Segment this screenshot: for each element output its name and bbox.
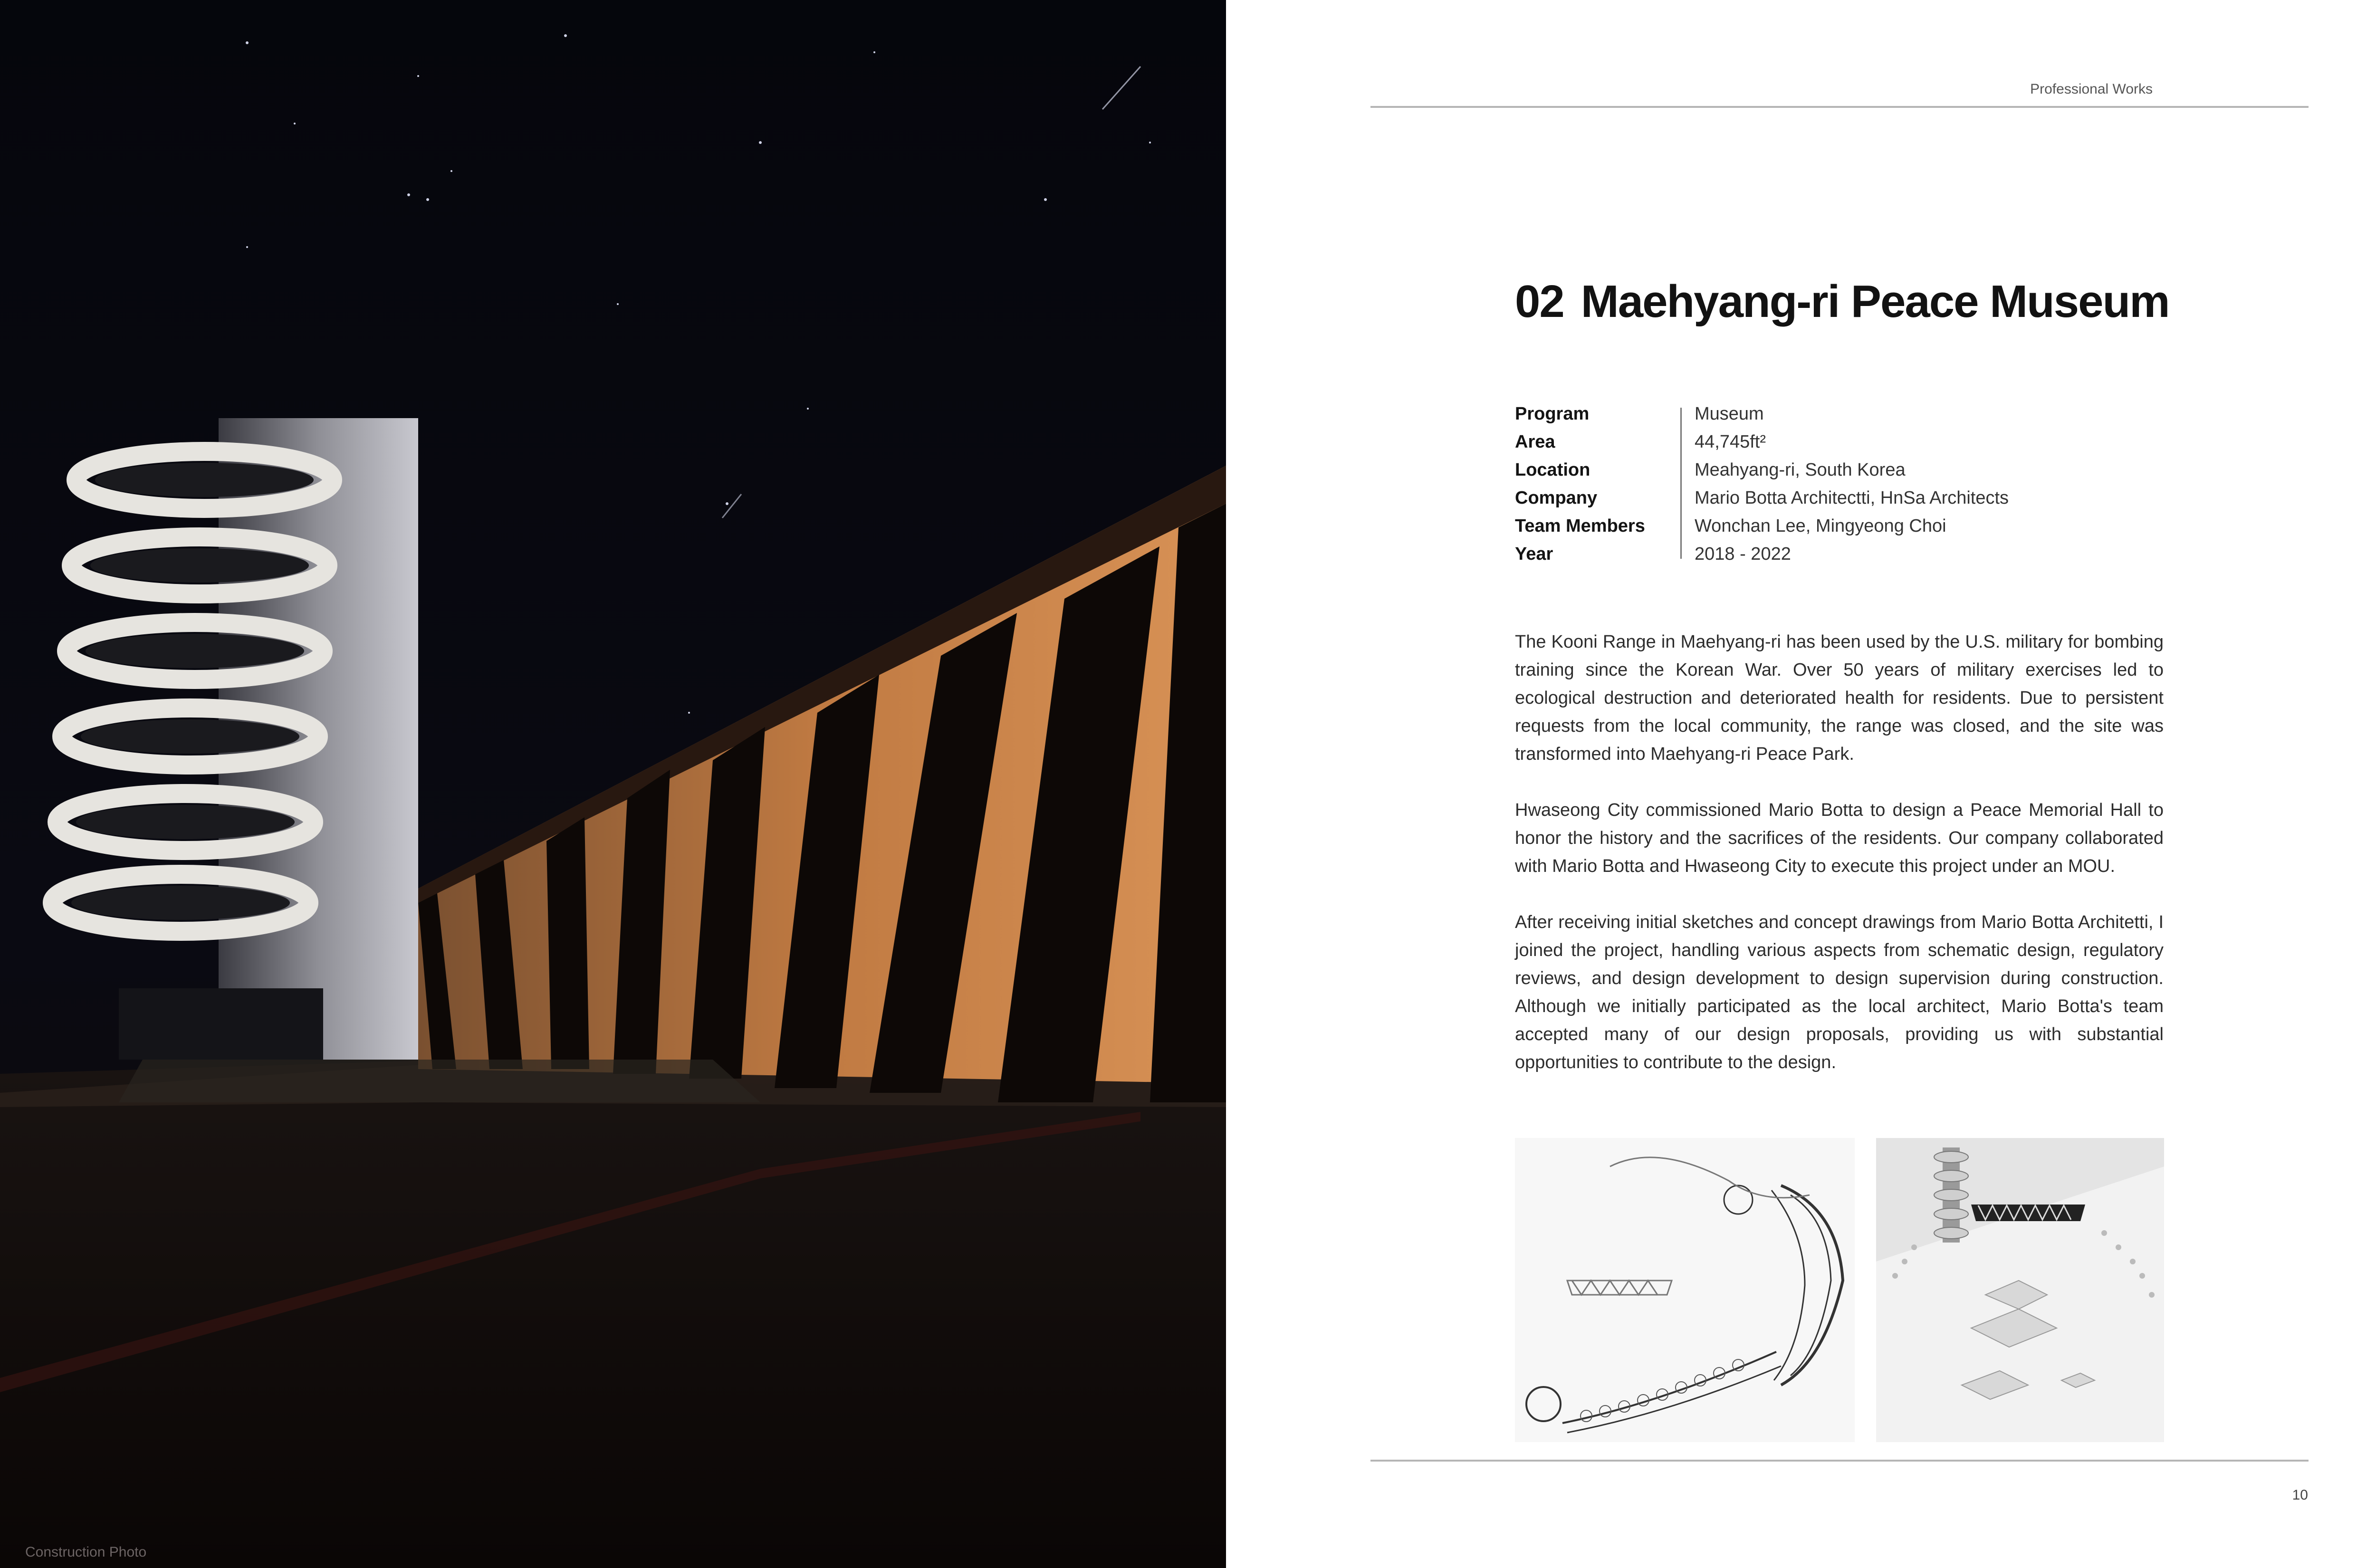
project-description bbox=[1515, 628, 2164, 1105]
detail-value: 2018 - 2022 bbox=[1695, 544, 1791, 564]
detail-label: Location bbox=[1515, 460, 1590, 480]
footer-rule bbox=[1370, 1460, 2309, 1462]
detail-label: Year bbox=[1515, 544, 1553, 564]
project-name: Maehyang-ri Peace Museum bbox=[1581, 276, 2169, 327]
detail-value: 44,745ft² bbox=[1695, 432, 1766, 452]
description-paragraph: After receiving initial sketches and concept drawings from Mario Botta Architetti, I joined the project, handling various aspects from schematic design, regulatory reviews, and design development to design supervision during construction. Although we initially participated as the local architect, Mario Botta's team accepted many of our design proposals, providing us with substantial opportunities to contribute to the design. bbox=[1515, 912, 2164, 1072]
project-title bbox=[1515, 276, 2169, 328]
detail-row-program bbox=[1515, 400, 2009, 428]
detail-value: Museum bbox=[1695, 404, 1764, 424]
detail-row-location bbox=[1515, 456, 2009, 484]
detail-label: Program bbox=[1515, 404, 1590, 424]
concept-sketch-image bbox=[1515, 1138, 1855, 1442]
detail-row-company bbox=[1515, 484, 2009, 512]
model-drawing bbox=[1876, 1138, 2164, 1442]
detail-label: Area bbox=[1515, 432, 1555, 452]
description-paragraph: Hwaseong City commissioned Mario Botta to design a Peace Memorial Hall to honor the history and the sacrifices of the residents. Our company collaborated with Mario Botta and Hwaseong City to execute this project under an MOU. bbox=[1515, 800, 2164, 876]
description-paragraph: The Kooni Range in Maehyang-ri has been used by the U.S. military for bombing training since the Korean War. Over 50 years of military exercises led to ecological destruction and deteriorated health for residents. Due to persistent requests from the local community, the range was closed, and the site was transformed into Maehyang-ri Peace Park. bbox=[1515, 632, 2164, 764]
detail-row-team bbox=[1515, 512, 2009, 540]
detail-row-year bbox=[1515, 540, 2009, 568]
project-details bbox=[1515, 400, 2009, 568]
detail-label: Team Members bbox=[1515, 516, 1645, 536]
detail-value: Mario Botta Architectti, HnSa Architects bbox=[1695, 488, 2009, 508]
sketch-drawing bbox=[1515, 1138, 1855, 1442]
page-number: 10 bbox=[2292, 1487, 2308, 1503]
detail-label: Company bbox=[1515, 488, 1598, 508]
section-label: Professional Works bbox=[2030, 81, 2153, 97]
detail-value: Wonchan Lee, Mingyeong Choi bbox=[1695, 516, 1946, 536]
detail-value: Meahyang-ri, South Korea bbox=[1695, 460, 1906, 480]
site-model-image bbox=[1876, 1138, 2164, 1442]
header-rule bbox=[1370, 106, 2309, 108]
photo-caption: Construction Photo bbox=[25, 1544, 147, 1560]
project-number: 02 bbox=[1515, 276, 1564, 327]
detail-row-area bbox=[1515, 428, 2009, 456]
